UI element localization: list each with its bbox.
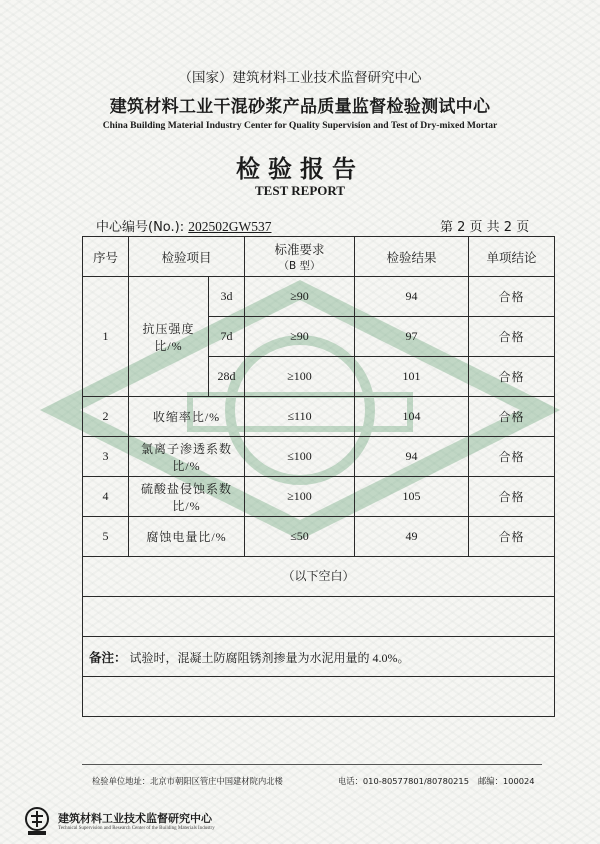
page-info: 第 2 页 共 2 页 xyxy=(440,220,530,235)
row-age: 3d xyxy=(209,277,245,317)
row-item: 氯离子渗透系数比/% xyxy=(129,437,245,477)
center-number xyxy=(96,216,272,235)
row-seq: 2 xyxy=(83,397,129,437)
footer-divider xyxy=(82,764,542,765)
row-conclusion: 合格 xyxy=(469,517,555,557)
footer-postcode: 邮编：100024 xyxy=(478,776,535,786)
table-row xyxy=(83,397,555,437)
table-header-row xyxy=(83,237,555,277)
row-seq: 5 xyxy=(83,517,129,557)
spacer-cell xyxy=(83,597,555,637)
center-number-label: 中心编号(No.): xyxy=(96,220,185,235)
note-cell xyxy=(83,637,555,677)
row-result: 49 xyxy=(355,517,469,557)
center-number-value: 202502GW537 xyxy=(188,219,272,234)
row-seq: 3 xyxy=(83,437,129,477)
row-result: 97 xyxy=(355,317,469,357)
row-std: ≤110 xyxy=(245,397,355,437)
org-english-name: China Building Material Industry Center for Quality Supervision and Test of Dry-mixed Mortar xyxy=(102,120,498,131)
header-std-label: 标准要求 xyxy=(274,242,325,257)
org-main-name: 建筑材料工业干混砂浆产品质量监督检验测试中心 xyxy=(109,97,491,117)
row-age: 7d xyxy=(209,317,245,357)
row-conclusion: 合格 xyxy=(469,437,555,477)
row-std: ≤50 xyxy=(245,517,355,557)
results-table xyxy=(82,236,555,717)
row-conclusion: 合格 xyxy=(469,477,555,517)
institute-logo-icon xyxy=(22,806,52,836)
row-item: 抗压强度比/% xyxy=(129,277,209,397)
blank-row xyxy=(83,557,555,597)
report-title-cn: 检验报告 xyxy=(236,155,364,183)
row-result: 94 xyxy=(355,437,469,477)
report-title-en: TEST REPORT xyxy=(255,183,345,198)
header-std xyxy=(245,237,355,277)
row-seq: 4 xyxy=(83,477,129,517)
row-item: 腐蚀电量比/% xyxy=(129,517,245,557)
row-conclusion: 合格 xyxy=(469,357,555,397)
footer-institute-english: Technical Supervision and Research Center of the Building Materials Industry xyxy=(58,826,215,831)
row-result: 94 xyxy=(355,277,469,317)
footer-telephone: 电话：010-80577801/80780215 xyxy=(338,776,469,786)
header-result: 检验结果 xyxy=(355,237,469,277)
header-seq: 序号 xyxy=(83,237,129,277)
table-row xyxy=(83,517,555,557)
bottom-space-cell xyxy=(83,677,555,717)
header-item: 检验项目 xyxy=(129,237,245,277)
row-seq: 1 xyxy=(83,277,129,397)
row-conclusion: 合格 xyxy=(469,277,555,317)
org-top-name: （国家）建筑材料工业技术监督研究中心 xyxy=(178,70,422,86)
header-conclusion: 单项结论 xyxy=(469,237,555,277)
row-std: ≤100 xyxy=(245,437,355,477)
table-row xyxy=(83,437,555,477)
row-result: 105 xyxy=(355,477,469,517)
row-std: ≥90 xyxy=(245,317,355,357)
row-conclusion: 合格 xyxy=(469,397,555,437)
row-age: 28d xyxy=(209,357,245,397)
row-std: ≥100 xyxy=(245,477,355,517)
row-std: ≥100 xyxy=(245,357,355,397)
blank-marker: （以下空白） xyxy=(83,557,555,597)
bottom-space-row xyxy=(83,677,555,717)
note-text: 试验时，混凝土防腐阻锈剂掺量为水泥用量的 4.0%。 xyxy=(129,650,410,665)
table-row xyxy=(83,277,555,317)
row-conclusion: 合格 xyxy=(469,317,555,357)
table-row xyxy=(83,477,555,517)
row-std: ≥90 xyxy=(245,277,355,317)
row-result: 104 xyxy=(355,397,469,437)
note-label: 备注： xyxy=(89,650,127,665)
footer-address: 检验单位地址：北京市朝阳区管庄中国建材院内北楼 xyxy=(92,776,283,786)
header-std-sub: （B 型） xyxy=(278,260,321,272)
row-item: 收缩率比/% xyxy=(129,397,245,437)
footer-institute-name: 建筑材料工业技术监督研究中心 xyxy=(58,812,212,825)
spacer-row xyxy=(83,597,555,637)
row-result: 101 xyxy=(355,357,469,397)
row-item: 硫酸盐侵蚀系数比/% xyxy=(129,477,245,517)
note-row xyxy=(83,637,555,677)
